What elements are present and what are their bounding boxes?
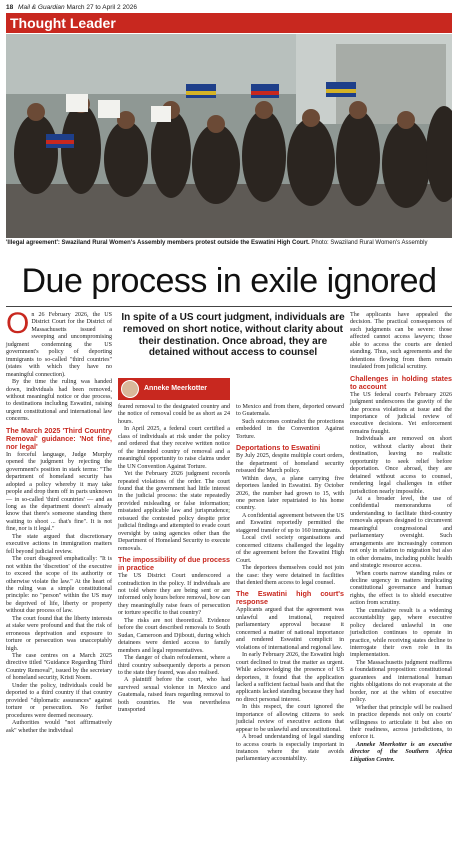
subheading: Challenges in holding states to account	[350, 373, 452, 391]
paragraph: In this respect, the court ignored the importance of allowing citizens to seek judicial review of executive actions that appear to be unlawful and unconstitutional.	[236, 704, 344, 733]
paragraph: The cumulative result is a widening accountability gap, where executive policy declared unlawful in one jurisdiction continues to operate in practice, while receiving states decline to interrogate their own role in its implementation.	[350, 607, 452, 659]
paper-name: Mail & Guardian	[18, 4, 65, 11]
subheading: The March 2025 'Third Country Removal' guidance: 'Not fine, nor legal'	[6, 425, 112, 451]
column-3	[236, 404, 344, 764]
protest-photo	[6, 34, 452, 238]
drop-cap: O	[6, 307, 30, 340]
paragraph: Individuals are removed on short notice, without clarity about their destination, leaving no realistic opportunity to seek relief before deportation. Once abroad, they are detained without access to counsel, rendering legal challenges in either jurisdiction nearly impossible.	[350, 436, 452, 495]
column-1	[6, 307, 112, 735]
column-4	[350, 312, 452, 764]
paragraph: The state argued that discretionary executive actions in immigration matters fell beyond judicial review.	[6, 533, 112, 555]
paragraph: The court found that the liberty interests at stake were profound and that the risk of erroneous deprivation and exposure to torture or persecution was unacceptably high.	[6, 615, 112, 652]
column-2	[118, 404, 230, 715]
paragraph: A plaintiff before the court, who had survived sexual violence in Mexico and Guatemala, raised fears regarding removal to both countries. He was nevertheless transported	[118, 677, 230, 714]
byline-box	[118, 378, 230, 400]
subheading: Deportations to Eswatini	[236, 443, 321, 453]
page-number: 18	[6, 4, 14, 11]
paragraph: The Massachusetts judgment reaffirms a foundational proposition: constitutional guarantees and international human rights obligations do not evaporate at the border, nor at the whim of executive policy.	[350, 659, 452, 704]
paragraph: The danger of chain refoulement, where a third country subsequently deports a person to the state they feared, was also realised.	[118, 655, 230, 676]
paragraph: The deportees themselves could not join the case: they were detained in facilities that denied them access to legal counsel.	[236, 565, 344, 586]
subheading: The Eswatini high court's response	[236, 589, 344, 607]
paragraph: A confidential agreement between the US and Eswatini reportedly permitted the staggered transfer of up to 160 immigrants.	[236, 512, 344, 534]
paragraph: feared removal to the designated country and the notice of removal could be as short as 24 hours.	[118, 404, 230, 425]
paragraph: A broad understanding of legal standing to access courts is especially important in instances where the state avoids parliamentary accountability.	[236, 734, 344, 763]
paragraph: The applicants have appealed the decision. The practical consequences of such judgments can be severe: those affected cannot access lawyers; those able to access the courts are denied standing. Thus, such agreements and the detentions flowing from them remain insulated from judicial scrutiny.	[350, 312, 452, 371]
page-header	[6, 4, 137, 11]
paragraph: By July 2025, despite multiple court orders, the department of homeland security reissued the March policy.	[236, 453, 344, 475]
paragraph: Whether that principle will be realised in practice depends not only on courts' willingness to articulate it but also on their readiness, across jurisdictions, to enforce it.	[350, 704, 452, 741]
paragraph: to Mexico and from there, deported onward to Guatemala.	[236, 404, 344, 418]
subheading: The impossibility of due process in practice	[118, 555, 230, 573]
paragraph: At a broader level, the use of confidential memorandums of understanding to facilitate third-country removals appears designed to circumvent meaningful congressional and parliamentary oversight. Such arrangements are increasingly common not only in relation to migration but also in other domains, including public health and strategic resource access.	[350, 495, 452, 570]
paragraph: In April 2025, a federal court certified a class of individuals at risk under the policy and ordered that they receive written notice of the intended country of removal and a meaningful opportunity to raise claims under the UN Convention Against Torture.	[118, 426, 230, 470]
paragraph: Within days, a plane carrying five deportees landed in Eswatini. By October 2026, the number had grown to 15, with one person later repatriated to his home country.	[236, 475, 344, 512]
paragraph: n 26 February 2026, the US District Court for the District of Massachusetts issued a sweeping and uncompromising judgment condemning the US government's policy of deporting immigrants to so-called "third countries" (states with which they have no meaningful connection).	[6, 312, 112, 378]
headline: Due process in exile ignored	[21, 262, 437, 300]
paragraph: The risks are not theoretical. Evidence before the court described removals to South Sudan, Cameroon and Djibouti, during which detainees were denied access to family members and legal representatives.	[118, 617, 230, 654]
paragraph: Authorities would "not affirmatively ask" whether the individual	[6, 720, 112, 734]
paragraph: The court disagreed emphatically: "It is not within the 'discretion' of the executive to exceed the scope of its authority or otherwise violate the law." At the heart of the ruling was a simple constitutional principle: no "person" within the US may be deprived of life, liberty or property without due process of law.	[6, 556, 112, 615]
author-bio: Anneke Meerkotter is an executive director of the Southern Africa Litigation Centre.	[350, 741, 452, 763]
paragraph: The US District Court underscored a contradiction in the policy. If individuals are not told where they are being sent or are informed only hours before removal, how can they meaningfully raise fears of persecution or torture specific to that country?	[118, 573, 230, 617]
paragraph: By the time the ruling was handed down, individuals had been removed, without meaningful notice or due process, to destinations including Eswatini, raising urgent constitutional and international law concerns.	[6, 379, 112, 423]
paragraph: Yet the February 2026 judgment records repeated violations of the order. The court found that the government had little interest in the judicial process: the state repeatedly provided misleading or false information; misstated applicable law and jurisprudence; reissued the contested policy despite prior judicial findings and attempted to evade court oversight by using agencies other than the Department of Homeland Security to execute removals.	[118, 471, 230, 552]
paragraph: The case centres on a March 2025 directive titled "Guidance Regarding Third Country Removal", issued by the secretary of homeland security, Kristi Noem.	[6, 653, 112, 682]
paragraph: When courts narrow standing rules or decline urgency in matters implicating constitutional governance and human rights, the effect is to shield executive action from scrutiny.	[350, 570, 452, 607]
divider	[6, 306, 452, 307]
paragraph: In early February 2026, the Eswatini high court declined to treat the matter as urgent. While acknowledging the presence of US deportees, it found that the application lacked a sufficient factual basis and that the applicants lacked standing because they had no direct personal interest.	[236, 652, 344, 703]
paragraph: Applicants argued that the agreement was unlawful and irrational, required parliamentary approval because it concerned a matter of national importance and rendered Eswatini complicit in violations of international and regional law.	[236, 607, 344, 651]
paragraph: Local civil society organisations and concerned citizens challenged the legality of the agreement before the Eswatini High Court.	[236, 535, 344, 564]
author-avatar	[121, 380, 139, 398]
caption-credit: Photo: Swaziland Rural Women's Assembly	[311, 240, 428, 246]
paragraph: In forceful language, Judge Murphy opened the judgment by rejecting the government's position in stark terms: "The department of homeland security has adopted a policy whereby it may take people and drop them off in parts unknown — in so-called 'third countries' — and as long as the department doesn't already know that there's someone standing there waiting to shoot ... that's fine". It is not fine, nor is it legal."	[6, 451, 112, 533]
standfirst: In spite of a US court judgment, individuals are removed on short notice, without clarity about their destination. Once abroad, they are detained without access to counsel	[121, 312, 345, 359]
issue-date: March 27 to April 2 2026	[66, 4, 137, 11]
paragraph: The US federal court's February 2026 judgment underscores the gravity of the due process violations at issue and the importance of judicial review of executive decisions. Yet enforcement remains fraught.	[350, 391, 452, 435]
author-name: Anneke Meerkotter	[144, 385, 208, 392]
paragraph: Such outcomes contradict the protections embedded in the Convention Against Torture.	[236, 418, 344, 440]
caption-text: 'Illegal agreement': Swaziland Rural Women's Assembly members protest outside the Eswatini High Court.	[6, 240, 310, 246]
paragraph: Under the policy, individuals could be deported to a third country if that country provided "diplomatic assurances" against torture or persecution. No further procedures were deemed necessary.	[6, 682, 112, 719]
photo-caption	[6, 240, 452, 247]
section-banner: Thought Leader	[6, 13, 452, 33]
